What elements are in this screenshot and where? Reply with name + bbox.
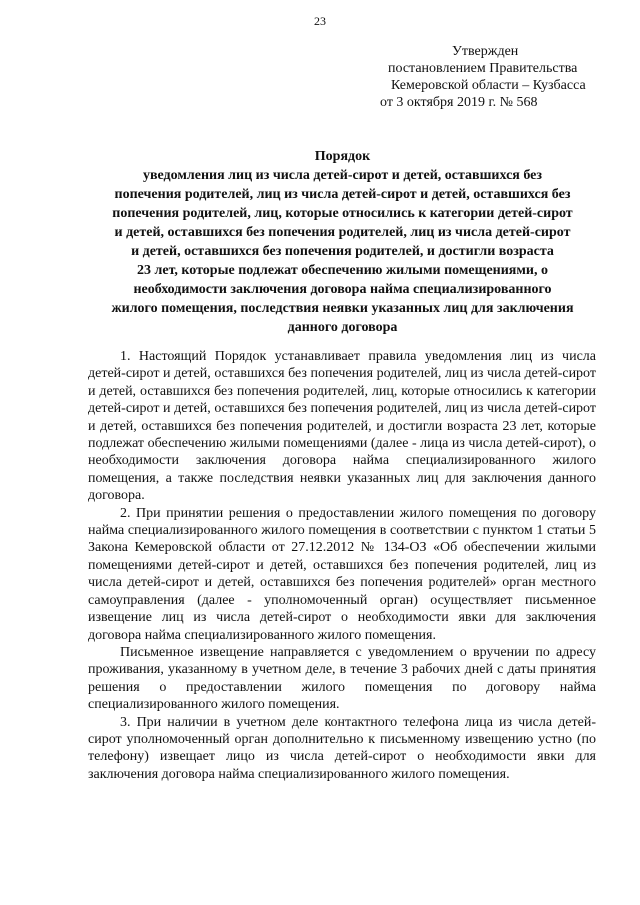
approval-line-region: Кемеровской области – Кузбасса bbox=[391, 78, 586, 93]
document-body bbox=[88, 348, 596, 783]
paragraph-1: 1. Настоящий Порядок устанавливает правила уведомления лиц из числа детей-сирот и детей, оставшихся без попечения родителей, лиц из числа детей-сирот и детей, оставшихся без попечения родителей, лиц, которые относились к категории детей-сирот и детей, оставшихся без попечения родителей, лиц из числа детей-сирот и детей, оставшихся без попечения родителей, и достигли возраста 23 лет, которые подлежат обеспечению жилыми помещениями (далее - лица из числа детей-сирот), о необходимости заключения договора найма специализированного жилого помещения, а также последствия неявки указанных лиц для заключения данного договора. bbox=[88, 349, 596, 504]
approval-line-resolution: постановлением Правительства bbox=[388, 61, 578, 76]
paragraph-2-continuation: Письменное извещение направляется с уведомлением о вручении по адресу проживания, указанному в учетном деле, в течение 3 рабочих дней с даты принятия решения о предоставлении жилого помещения по договору найма специализированного жилого помещения. bbox=[88, 644, 596, 713]
approval-line-approved: Утвержден bbox=[452, 44, 519, 59]
title-line: 23 лет, которые подлежат обеспечению жилыми помещениями, о bbox=[137, 263, 548, 278]
paragraph-3: 3. При наличии в учетном деле контактного телефона лица из числа детей-сирот уполномоченный орган дополнительно к письменному извещению устно (по телефону) извещает лицо из числа детей-сирот о необходимости явки для заключения договора найма специализированного жилого помещения. bbox=[88, 714, 596, 782]
title-line: данного договора bbox=[287, 320, 398, 335]
approval-line-date: от 3 октября 2019 г. № 568 bbox=[380, 95, 538, 110]
title-line: и детей, оставшихся без попечения родителей, и достигли возраста bbox=[131, 244, 554, 259]
title-line: необходимости заключения договора найма специализированного bbox=[133, 282, 552, 297]
page-number: 23 bbox=[314, 14, 326, 28]
title-line: попечения родителей, лиц из числа детей-сирот и детей, оставшихся без bbox=[114, 187, 571, 202]
approval-stamp-block bbox=[380, 43, 620, 111]
title-line: жилого помещения, последствия неявки указанных лиц для заключения bbox=[111, 301, 574, 316]
title-heading: Порядок bbox=[314, 149, 371, 164]
document-title bbox=[90, 147, 595, 337]
paragraph-2: 2. При принятии решения о предоставлении жилого помещения по договору найма специализированного жилого помещения в соответствии с пунктом 1 статьи 5 Закона Кемеровской области от 27.12.2012 № 134-ОЗ «Об обеспечении жилыми помещениями детей-сирот и детей, оставшихся без попечения родителей, лиц из числа детей-сирот и детей, оставшихся без попечения родителей» орган местного самоуправления (далее - уполномоченный орган) осуществляет письменное извещение лиц из числа детей-сирот о необходимости явки для заключения договора найма специализированного жилого помещения. bbox=[88, 505, 596, 643]
title-line: и детей, оставшихся без попечения родителей, лиц из числа детей-сирот bbox=[114, 225, 571, 240]
title-line: уведомления лиц из числа детей-сирот и детей, оставшихся без bbox=[142, 168, 543, 183]
title-line: попечения родителей, лиц, которые относились к категории детей-сирот bbox=[112, 206, 573, 221]
